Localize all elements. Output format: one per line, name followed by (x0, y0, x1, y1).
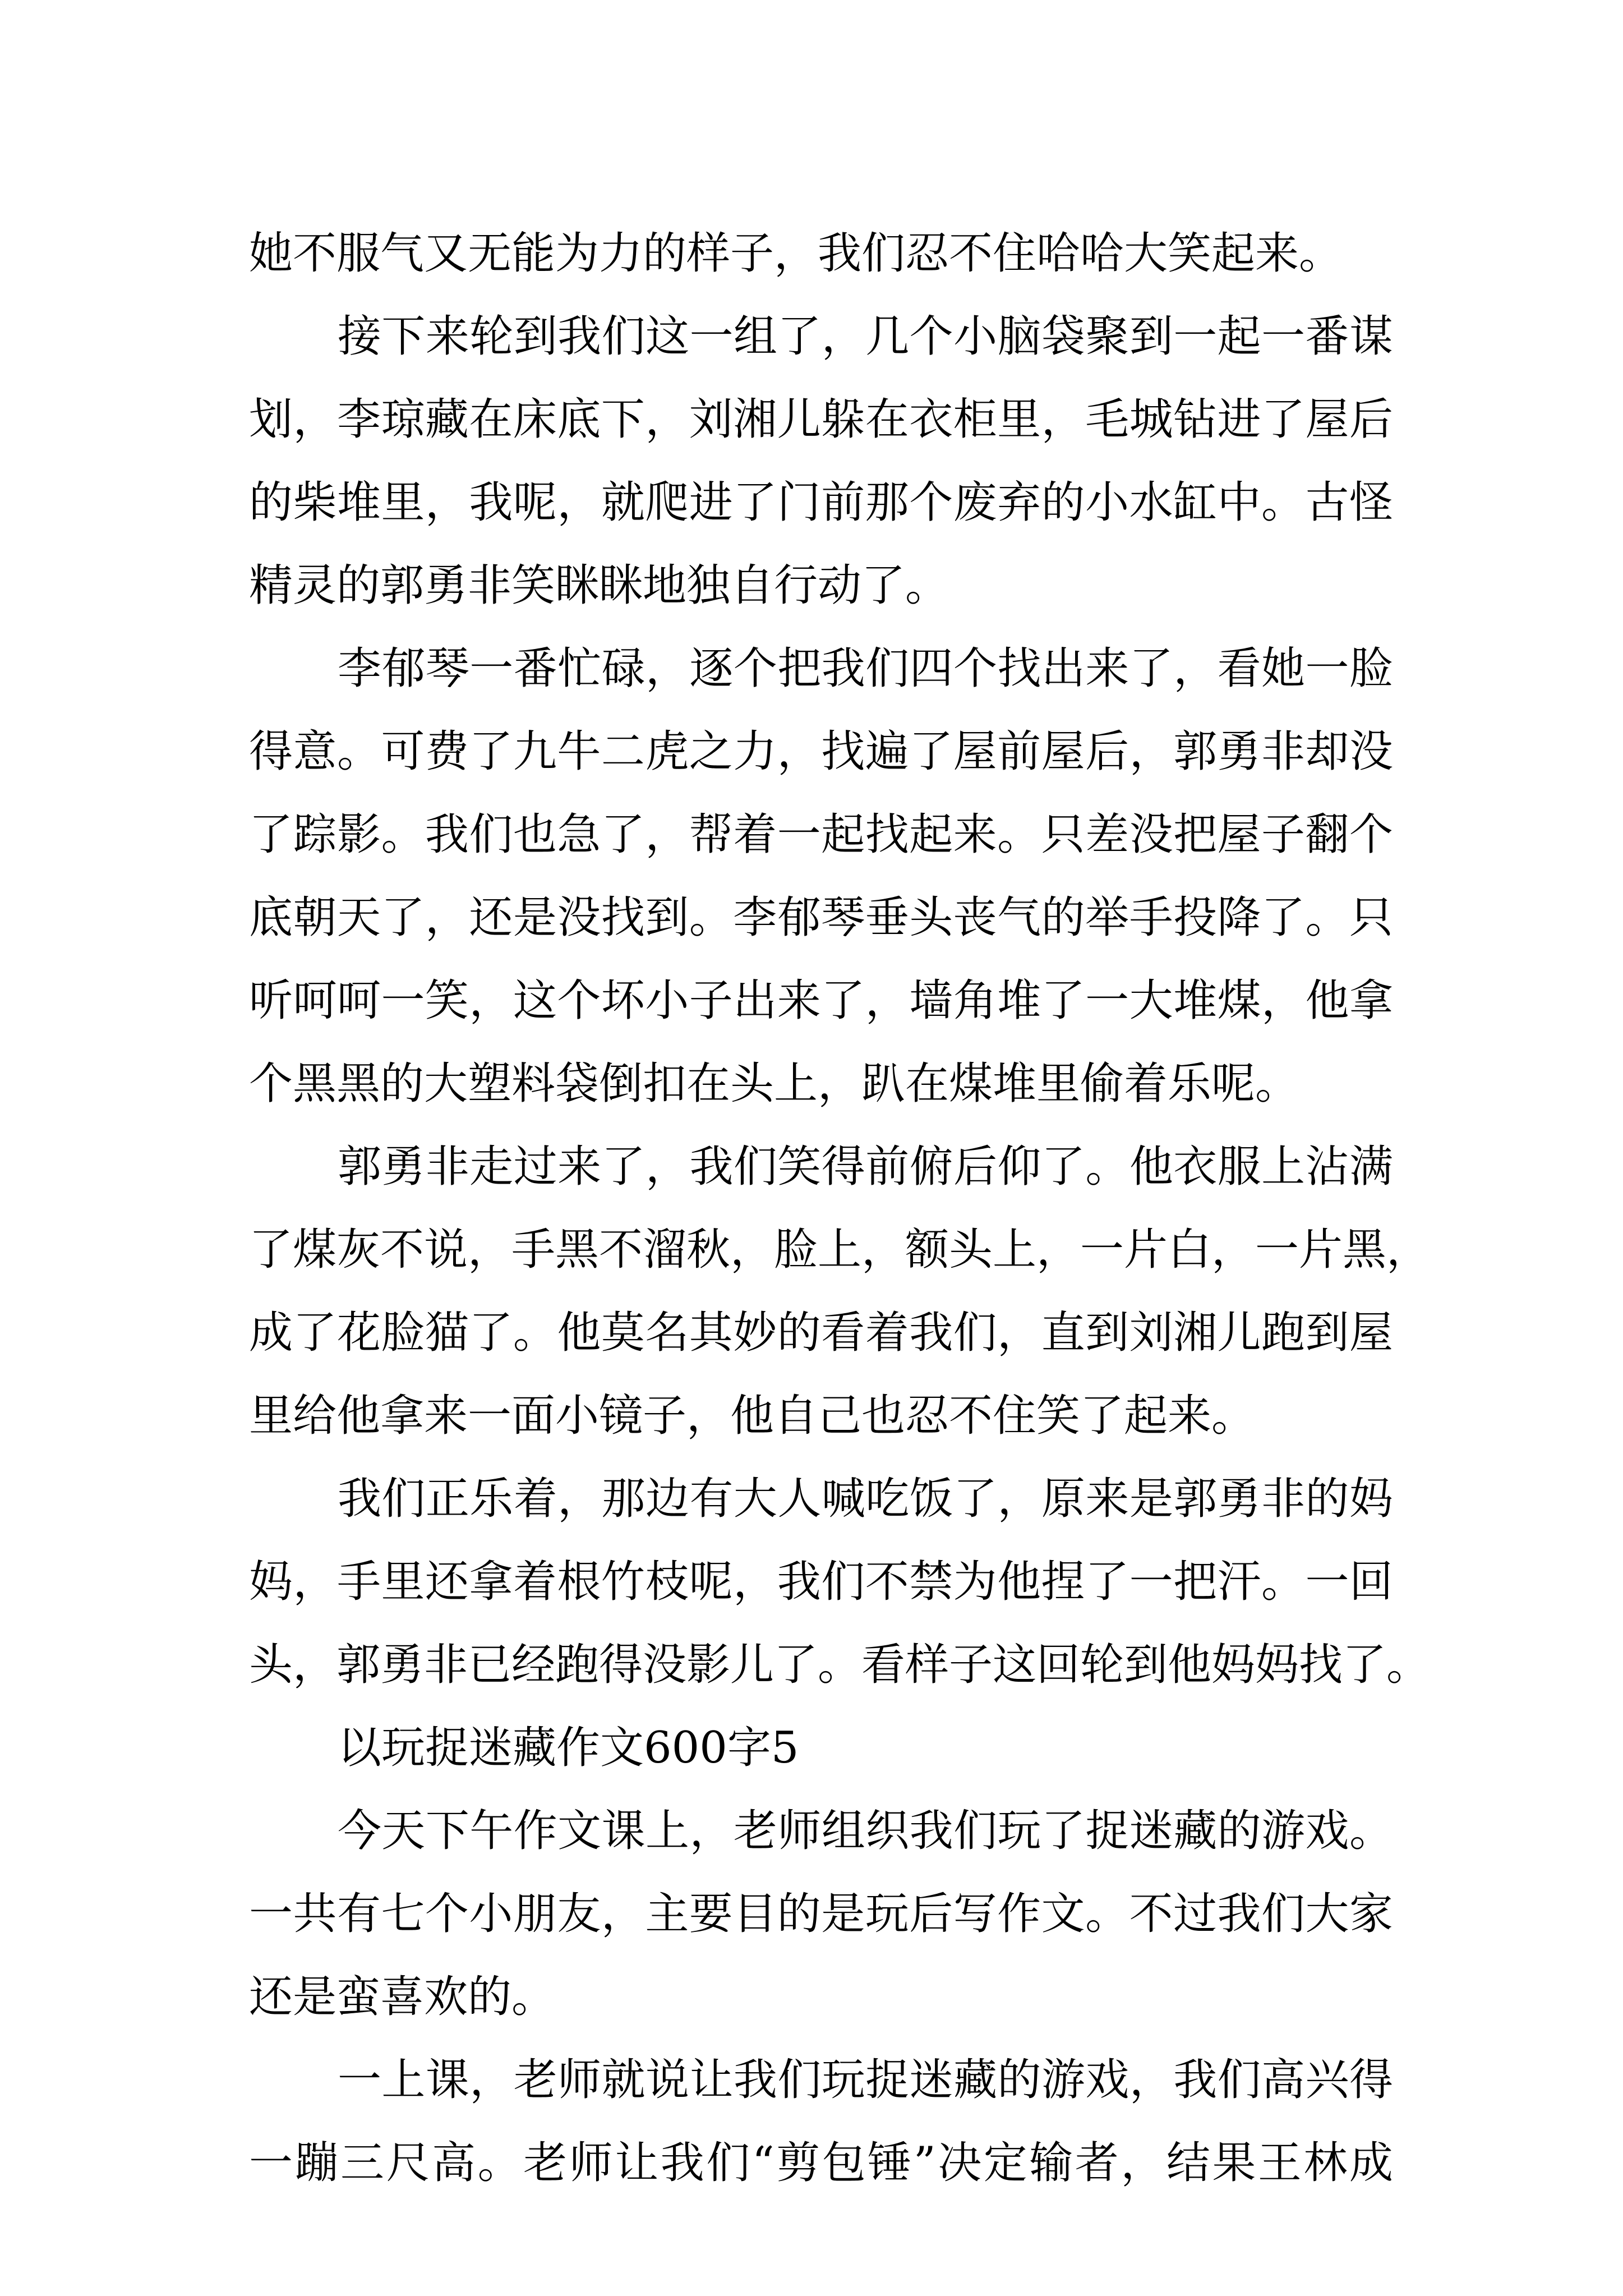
paragraph-line: 的柴堆里，我呢，就爬进了门前那个废弃的小水缸中。古怪 (249, 477, 1393, 528)
paragraph-line: 划，李琼藏在床底下，刘湘儿躲在衣柜里，毛城钻进了屋后 (249, 394, 1393, 445)
paragraph-line: 听呵呵一笑，这个坏小子出来了，墙角堆了一大堆煤，他拿 (249, 976, 1393, 1026)
paragraph-line: 一蹦三尺高。老师让我们“剪包锤”决定输者，结果王林成 (249, 2138, 1393, 2188)
paragraph-first-line: 我们正乐着，那边有大人喊吃饭了，原来是郭勇非的妈 (338, 1474, 1393, 1524)
paragraph-line: 了踪影。我们也急了，帮着一起找起来。只差没把屋子翻个 (249, 809, 1393, 860)
paragraph-first-line: 今天下午作文课上，老师组织我们玩了捉迷藏的游戏。 (338, 1806, 1393, 1856)
paragraph-line: 成了花脸猫了。他莫名其妙的看着我们，直到刘湘儿跑到屋 (249, 1308, 1393, 1358)
document-body (249, 212, 1431, 2205)
paragraph-line: 一共有七个小朋友，主要目的是玩后写作文。不过我们大家 (249, 1889, 1393, 1939)
paragraph-line: 妈，手里还拿着根竹枝呢，我们不禁为他捏了一把汗。一回 (249, 1557, 1393, 1607)
paragraph-line: 个黑黑的大塑料袋倒扣在头上，趴在煤堆里偷着乐呢。 (249, 1059, 1299, 1109)
paragraph-first-line: 以玩捉迷藏作文600字5 (338, 1723, 799, 1773)
paragraph-line: 头，郭勇非已经跑得没影儿了。看样子这回轮到他妈妈找了。 (249, 1640, 1431, 1690)
paragraph-line: 还是蛮喜欢的。 (249, 1972, 556, 2022)
paragraph-line: 得意。可费了九牛二虎之力，找遍了屋前屋后，郭勇非却没 (249, 726, 1393, 777)
paragraph-line: 精灵的郭勇非笑眯眯地独自行动了。 (249, 560, 949, 611)
paragraph-line: 了煤灰不说，手黑不溜秋，脸上，额头上，一片白，一片黑， (249, 1225, 1431, 1275)
paragraph-first-line: 接下来轮到我们这一组了，几个小脑袋聚到一起一番谋 (338, 311, 1393, 362)
paragraph-first-line: 郭勇非走过来了，我们笑得前俯后仰了。他衣服上沾满 (338, 1142, 1393, 1192)
paragraph-first-line: 李郁琴一番忙碌，逐个把我们四个找出来了，看她一脸 (338, 643, 1393, 694)
paragraph-line: 底朝天了，还是没找到。李郁琴垂头丧气的举手投降了。只 (249, 892, 1393, 943)
paragraph-line: 她不服气又无能为力的样子，我们忍不住哈哈大笑起来。 (249, 228, 1343, 279)
paragraph-first-line: 一上课，老师就说让我们玩捉迷藏的游戏，我们高兴得 (338, 2055, 1393, 2105)
paragraph-line: 里给他拿来一面小镜子，他自己也忍不住笑了起来。 (249, 1391, 1256, 1441)
